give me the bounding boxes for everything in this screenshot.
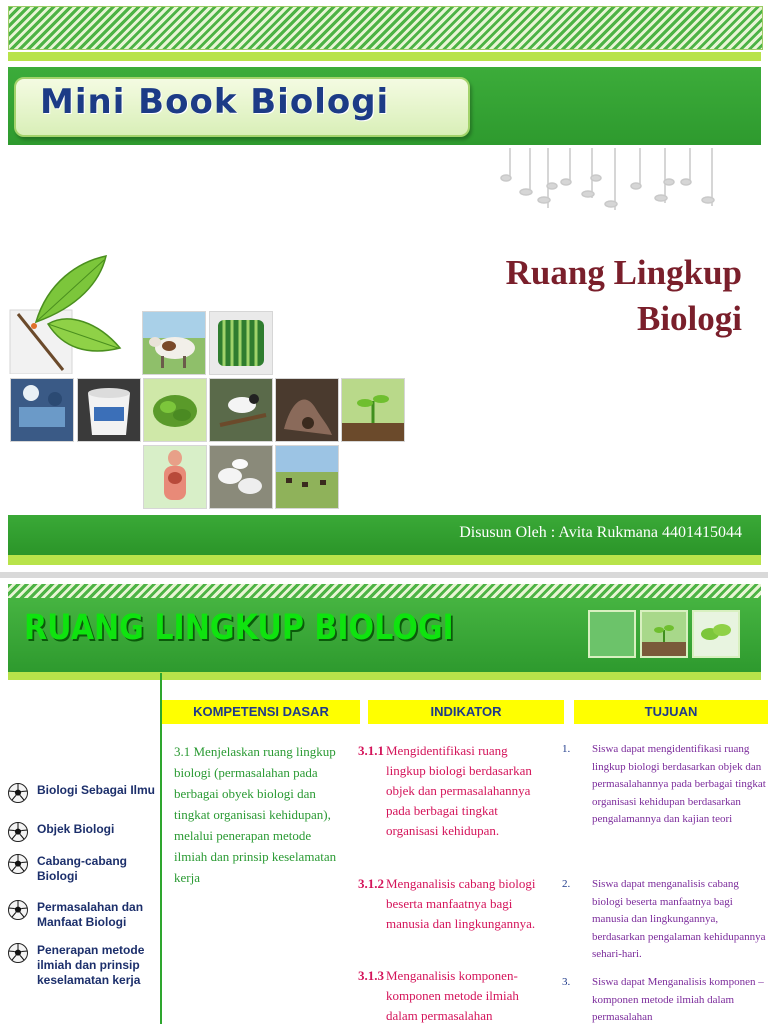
indikator-item [358, 741, 543, 841]
sidebar-item-biologi-sebagai-ilmu[interactable] [8, 783, 158, 817]
top-lime-stripe [8, 52, 761, 61]
main-title-line1: Ruang Lingkup [505, 253, 742, 292]
leaf-illustration-icon [8, 252, 128, 374]
vine-ornament-icon [500, 148, 740, 218]
header-tujuan: TUJUAN [574, 700, 768, 724]
author-credit: Disusun Oleh : Avita Rukmana 4401415044 [459, 524, 742, 541]
sidebar-item-objek-biologi[interactable] [8, 822, 158, 844]
footer-lime-stripe [8, 555, 761, 565]
indikator-item [358, 966, 543, 1024]
tujuan-number: 3. [562, 976, 571, 988]
field-animals-photo [275, 445, 339, 509]
main-title [506, 250, 742, 342]
square-watermelon-photo [209, 311, 273, 375]
soccer-ball-bullet-icon [8, 822, 28, 842]
sidebar-item-label: Penerapan metode ilmiah dan prinsip keselamatan kerja [37, 943, 145, 987]
seedling-photo [341, 378, 405, 442]
sidebar-item-label: Objek Biologi [37, 822, 115, 836]
content-slide [0, 578, 768, 1024]
indikator-number: 3.1.1 [358, 743, 384, 758]
indikator-text: Mengidentifikasi ruang lingkup biologi berdasarkan objek dan permasalahannya pada berbagai tingkat organisasi kehidupan. [386, 743, 532, 838]
decor-square [588, 610, 636, 658]
bird-photo [209, 378, 273, 442]
soccer-ball-bullet-icon [8, 854, 28, 874]
soccer-ball-bullet-icon [8, 783, 28, 803]
moss-photo [143, 378, 207, 442]
tujuan-number: 1. [562, 743, 571, 755]
tujuan-number: 2. [562, 878, 571, 890]
tujuan-text: Siswa dapat mengidentifikasi ruang lingkup biologi berdasarkan objek dan permasalahannya pada berbagai tingkat organisasi kehidupan berdasarkan pengalamannya dan kajian teori [592, 743, 766, 825]
sidebar-item-permasalahan-manfaat[interactable] [8, 900, 158, 934]
indikator-text: Menganalisis cabang biologi beserta manfaatnya bagi manusia dan lingkungannya. [386, 876, 536, 931]
main-title-line2: Biologi [636, 299, 742, 338]
sidebar-item-label: Permasalahan dan Manfaat Biologi [37, 900, 144, 929]
book-title: Mini Book Biologi [40, 82, 390, 122]
surgery-photo [10, 378, 74, 442]
indikator-number: 3.1.3 [358, 968, 384, 983]
tujuan-item [562, 741, 766, 829]
tujuan-item [562, 974, 766, 1024]
paint-bucket-photo [77, 378, 141, 442]
indikator-item [358, 874, 543, 934]
header-indikator: INDIKATOR [368, 700, 564, 724]
slide2-title: RUANG LINGKUP BIOLOGI [24, 608, 454, 648]
header-kompetensi: KOMPETENSI DASAR [162, 700, 360, 724]
indikator-text: Menganalisis komponen-komponen metode ilmiah dalam permasalahan [386, 968, 519, 1023]
indikator-number: 3.1.2 [358, 876, 384, 891]
slide2-hatch-banner [8, 584, 761, 598]
soccer-ball-bullet-icon [8, 900, 28, 920]
sidebar-item-label: Cabang-cabang Biologi [37, 854, 128, 883]
sprout-thumbnail [640, 610, 688, 658]
sidebar-item-cabang-biologi[interactable] [8, 854, 158, 888]
leaves-thumbnail [692, 610, 740, 658]
geese-photo [209, 445, 273, 509]
anatomy-photo [143, 445, 207, 509]
sidebar-item-metode-ilmiah[interactable] [8, 943, 158, 993]
soccer-ball-bullet-icon [8, 943, 28, 963]
slide2-lime-stripe [8, 672, 761, 680]
cow-photo [142, 311, 206, 375]
hands-soil-photo [275, 378, 339, 442]
kompetensi-text: 3.1 Menjelaskan ruang lingkup biologi (permasalahan pada berbagai obyek biologi dan tingkat organisasi kehidupan), melalui penerapan metode ilmiah dan prinsip keselamatan kerja [174, 744, 337, 885]
sidebar-item-label: Biologi Sebagai Ilmu [37, 783, 156, 797]
top-hatch-banner [8, 6, 763, 50]
tujuan-item [562, 876, 766, 964]
tujuan-text: Siswa dapat menganalisis cabang biologi beserta manfaatnya bagi manusia dan lingkungannya, berdasarkan pengalaman kehidupannya sehari-hari. [592, 878, 766, 960]
tujuan-text: Siswa dapat Menganalisis komponen – komponen metode ilmiah dalam permasalahan [592, 976, 764, 1023]
